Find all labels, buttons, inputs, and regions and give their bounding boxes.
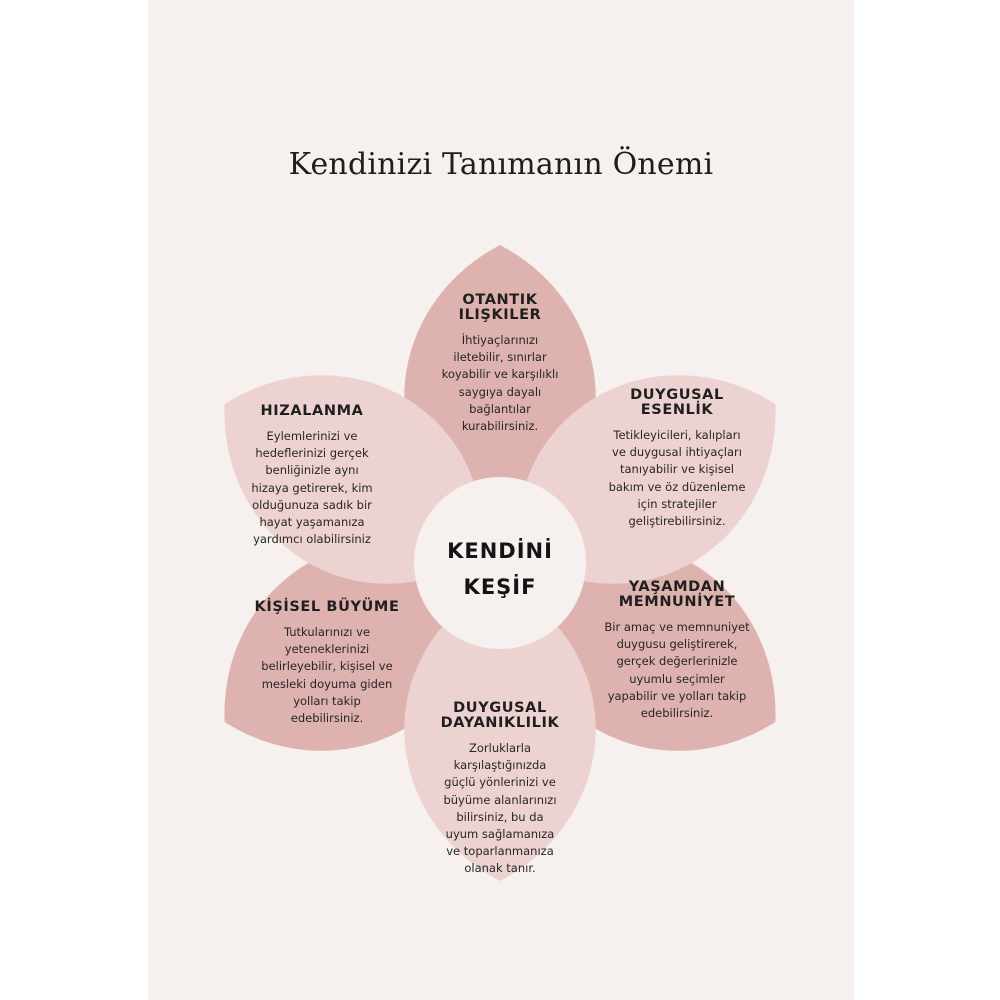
petal-hizalanma	[212, 404, 412, 548]
petal-heading: YAŞAMDAN MEMNUNİYET	[618, 579, 736, 610]
petal-body: Eylemlerinizi ve hedeflerinizi gerçek benliğinizle aynı hizaya getirerek, kim olduğunuza sadık bir hayat yaşamanıza yardımcı olabilirsiniz	[251, 429, 373, 547]
petal-heading: HIZALANMA	[260, 403, 364, 419]
petal-heading: KİŞİSEL BÜYÜME	[254, 599, 400, 615]
petal-yasamdan-memnuniyet	[572, 580, 782, 722]
petal-heading: DUYGUSAL ESENLİK	[630, 387, 724, 418]
petal-body: Tutkularınızı ve yeteneklerinizi belirleyebilir, kişisel ve mesleki doyuma giden yolları takip edebilirsiniz.	[261, 625, 393, 726]
petal-heading: OTANTIK ILIŞKILER	[458, 292, 542, 323]
petal-heading: DUYGUSAL DAYANIKLILIK	[440, 700, 560, 731]
page-title: Kendinizi Tanımanın Önemi	[288, 147, 714, 182]
petal-body: Bir amaç ve memnuniyet duygusu geliştirerek, gerçek değerlerinizle uyumlu seçimler yapabilir ve yolları takip edebilirsiniz.	[604, 620, 750, 721]
petal-otantik-iliskiler	[405, 293, 595, 435]
petal-body: İhtiyaçlarınızı iletebilir, sınırlar koyabilir ve karşılıklı saygıya dayalı bağlantılar kurabilirsiniz.	[441, 333, 559, 434]
petal-kisisel-buyume	[222, 600, 432, 727]
petal-body: Tetikleyicileri, kalıpları ve duygusal ihtiyaçları tanıyabilir ve kişisel bakım ve öz düzenleme için stratejiler geliştirebilirsiniz.	[608, 428, 746, 529]
petal-duygusal-dayaniklilik	[405, 701, 595, 878]
petal-body: Zorluklarla karşılaştığınızda güçlü yönlerinizi ve büyüme alanlarınızı bilirsiniz, bu da uyum sağlamanıza ve toparlanmanıza olanak tanır.	[443, 741, 557, 876]
center-label: KENDİNİ KEŞİF	[447, 539, 553, 599]
petal-duygusal-esenlik	[572, 388, 782, 530]
